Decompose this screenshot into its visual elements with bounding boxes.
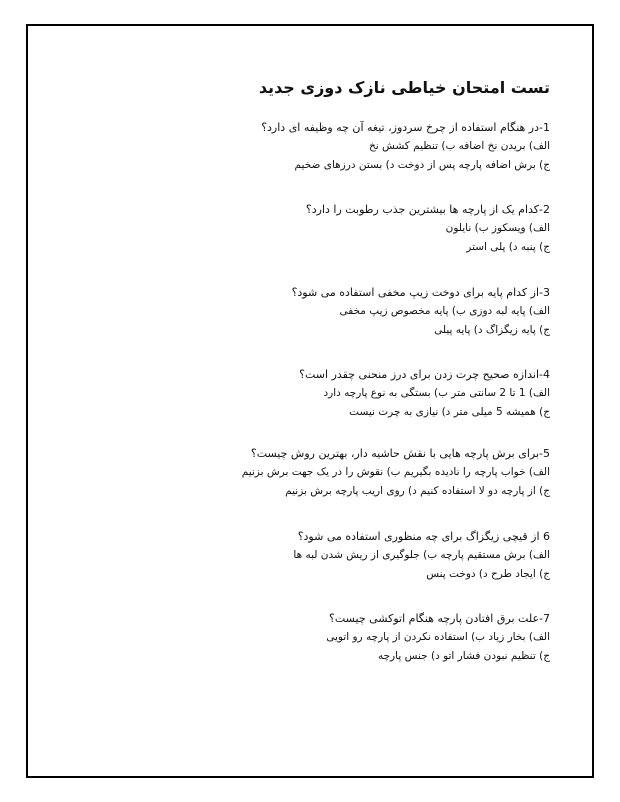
- page-border: [26, 24, 594, 778]
- question-text: 2-کدام یک از پارچه ها بیشترین جذب رطوبت را دارد؟: [305, 203, 550, 216]
- options-line-2: ج) از پارچه دو لا استفاده کنیم د) روی اریب پارچه برش بزنیم: [285, 485, 550, 497]
- question-text: 4-اندازه صحیح چرت زدن برای درز منحنی چقدر است؟: [299, 368, 550, 381]
- question-text: 5-برای برش پارچه هایی با نقش حاشیه دار، بهترین روش چیست؟: [250, 447, 550, 460]
- options-line-1: الف) برش مستقیم پارچه ب) جلوگیری از ریش شدن لبه ها: [293, 549, 550, 561]
- options-line-1: الف) بخار زیاد ب) استفاده نکردن از پارچه رو اتویی: [326, 631, 550, 643]
- options-line-1: الف) پایه لبه دوزی ب) پایه مخصوص زیپ مخفی: [339, 305, 550, 317]
- question-text: 3-از کدام پایه برای دوخت زیپ مخفی استفاده می شود؟: [291, 286, 550, 299]
- question-block-7: [70, 609, 550, 666]
- options-line-1: الف) خواب پارچه را نادیده بگیریم ب) نقوش را در یک جهت برش بزنیم: [241, 466, 550, 478]
- question-text: 7-علت برق افتادن پارچه هنگام اتوکشی چیست؟: [329, 612, 550, 625]
- question-text: 1-در هنگام استفاده از چرخ سردوز، تیغه آن چه وظیفه ای دارد؟: [261, 121, 550, 134]
- options-line-1: الف) ویسکوز ب) نایلون: [445, 222, 550, 234]
- options-line-2: ج) ایجاد طرح د) دوخت پنس: [426, 568, 550, 580]
- options-line-2: ج) پایه زیگزاگ د) پایه پیلی: [434, 324, 550, 336]
- options-line-1: الف) 1 تا 2 سانتی متر ب) بستگی به نوع پارچه دارد: [323, 387, 550, 399]
- question-block-6: [70, 527, 550, 584]
- question-block-5: [70, 444, 550, 501]
- options-line-2: ج) برش اضافه پارچه پس از دوخت د) بستن درزهای ضخیم: [294, 159, 550, 171]
- options-line-2: ج) همیشه 5 میلی متر د) نیازی به چرت نیست: [349, 406, 550, 418]
- options-line-2: ج) تنظیم نبودن فشار اتو د) جنس پارچه: [377, 650, 550, 662]
- question-block-4: [70, 365, 550, 422]
- page-title: تست امتحان خیاطی نازک دوزی جدید: [258, 78, 550, 97]
- question-block-2: [70, 200, 550, 257]
- question-text: 6 از قیچی زیگزاگ برای چه منظوری استفاده می شود؟: [297, 530, 550, 543]
- exam-content: [28, 26, 592, 776]
- question-block-3: [70, 283, 550, 340]
- options-line-2: ج) پنبه د) پلی استر: [466, 241, 550, 253]
- question-block-1: [70, 118, 550, 175]
- options-line-1: الف) بریدن نخ اضافه ب) تنظیم کشش نخ: [369, 140, 550, 152]
